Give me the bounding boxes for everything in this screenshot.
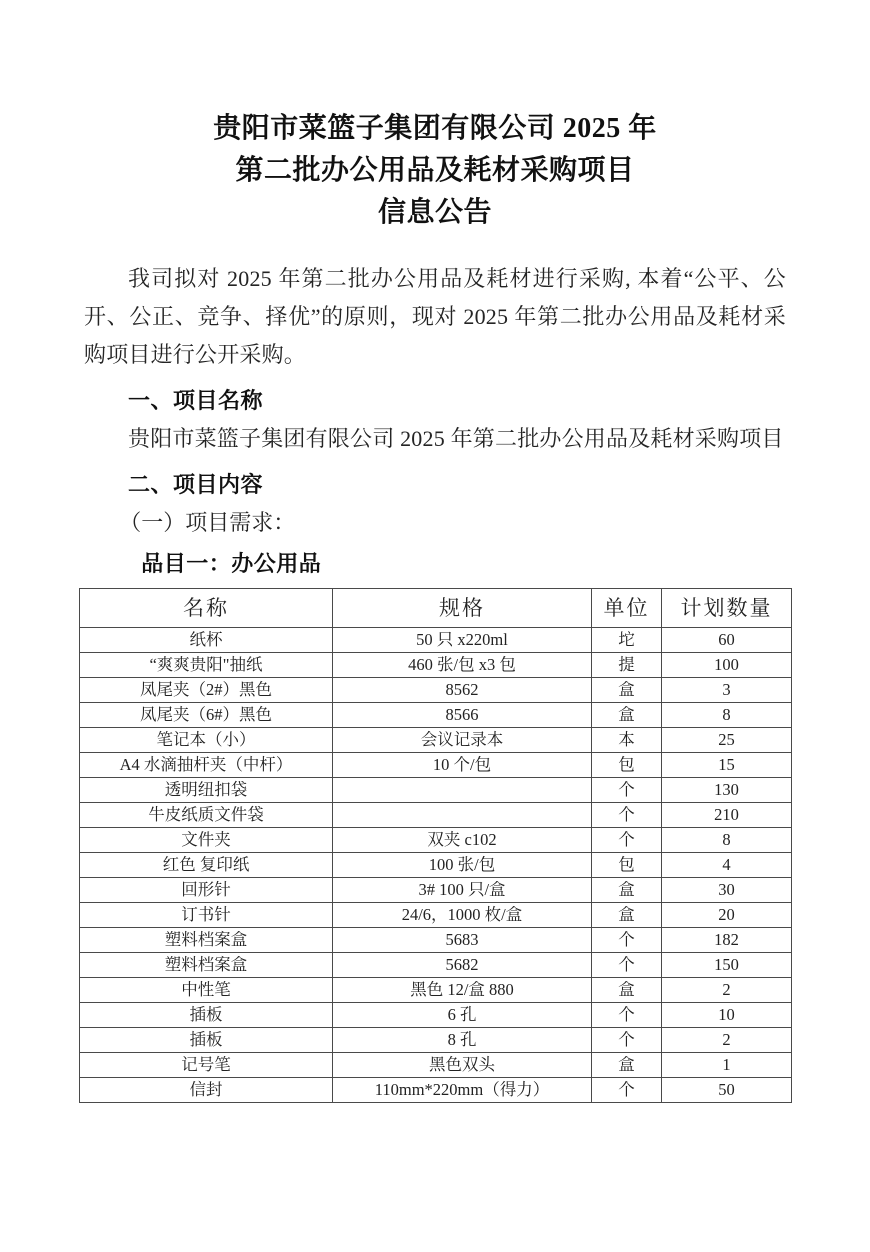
table-row bbox=[80, 678, 792, 703]
cell-name: 红色 复印纸 bbox=[80, 853, 333, 878]
cell-spec: 6 孔 bbox=[333, 1003, 592, 1028]
cell-qty: 60 bbox=[662, 628, 792, 653]
cell-qty: 25 bbox=[662, 728, 792, 753]
column-header-spec: 规格 bbox=[333, 589, 592, 628]
cell-name: 插板 bbox=[80, 1028, 333, 1053]
cell-spec: 50 只 x220ml bbox=[333, 628, 592, 653]
cell-spec: 10 个/包 bbox=[333, 753, 592, 778]
cell-name: 纸杯 bbox=[80, 628, 333, 653]
cell-unit: 盒 bbox=[592, 703, 662, 728]
cell-unit: 包 bbox=[592, 753, 662, 778]
cell-spec: 双夹 c102 bbox=[333, 828, 592, 853]
cell-spec: 460 张/包 x3 包 bbox=[333, 653, 592, 678]
cell-unit: 个 bbox=[592, 1028, 662, 1053]
table-row bbox=[80, 703, 792, 728]
cell-name: 透明纽扣袋 bbox=[80, 778, 333, 803]
cell-spec: 8566 bbox=[333, 703, 592, 728]
cell-spec: 黑色 12/盒 880 bbox=[333, 978, 592, 1003]
table-row bbox=[80, 1003, 792, 1028]
cell-unit: 个 bbox=[592, 953, 662, 978]
subsection-project-requirement: （一）项目需求： bbox=[119, 510, 296, 535]
column-header-name: 名称 bbox=[80, 589, 333, 628]
cell-qty: 182 bbox=[662, 928, 792, 953]
column-header-unit: 单位 bbox=[592, 589, 662, 628]
cell-name: 回形针 bbox=[80, 878, 333, 903]
cell-spec: 5683 bbox=[333, 928, 592, 953]
cell-qty: 8 bbox=[662, 703, 792, 728]
cell-spec: 会议记录本 bbox=[333, 728, 592, 753]
cell-name: 文件夹 bbox=[80, 828, 333, 853]
cell-qty: 2 bbox=[662, 1028, 792, 1053]
table-row bbox=[80, 1028, 792, 1053]
cell-qty: 2 bbox=[662, 978, 792, 1003]
cell-unit: 包 bbox=[592, 853, 662, 878]
cell-unit: 盒 bbox=[592, 678, 662, 703]
table-row bbox=[80, 628, 792, 653]
title-line-1: 贵阳市菜篮子集团有限公司 2025 年 bbox=[213, 113, 657, 144]
cell-spec: 3# 100 只/盒 bbox=[333, 878, 592, 903]
cell-unit: 提 bbox=[592, 653, 662, 678]
cell-unit: 个 bbox=[592, 928, 662, 953]
cell-qty: 150 bbox=[662, 953, 792, 978]
cell-unit: 盒 bbox=[592, 903, 662, 928]
document-body bbox=[84, 234, 786, 582]
cell-qty: 30 bbox=[662, 878, 792, 903]
cell-unit: 个 bbox=[592, 778, 662, 803]
cell-qty: 3 bbox=[662, 678, 792, 703]
cell-spec: 8 孔 bbox=[333, 1028, 592, 1053]
table-row bbox=[80, 753, 792, 778]
cell-spec: 5682 bbox=[333, 953, 592, 978]
cell-name: 记号笔 bbox=[80, 1053, 333, 1078]
cell-unit: 个 bbox=[592, 1003, 662, 1028]
cell-name: 凤尾夹（6#）黑色 bbox=[80, 703, 333, 728]
cell-spec bbox=[333, 803, 592, 828]
table-row bbox=[80, 728, 792, 753]
table-row bbox=[80, 878, 792, 903]
cell-spec: 110mm*220mm（得力） bbox=[333, 1078, 592, 1103]
intro-paragraph: 我司拟对 2025 年第二批办公用品及耗材进行采购, 本着“公平、公开、公正、竞争、择优”的原则，现对 2025 年第二批办公用品及耗材采购项目进行公开采购。 bbox=[84, 266, 786, 367]
cell-qty: 8 bbox=[662, 828, 792, 853]
cell-spec: 黑色双头 bbox=[333, 1053, 592, 1078]
cell-qty: 1 bbox=[662, 1053, 792, 1078]
cell-unit: 盒 bbox=[592, 1053, 662, 1078]
table-row bbox=[80, 1078, 792, 1103]
cell-qty: 50 bbox=[662, 1078, 792, 1103]
cell-name: 订书针 bbox=[80, 903, 333, 928]
cell-unit: 盒 bbox=[592, 978, 662, 1003]
cell-unit: 个 bbox=[592, 1078, 662, 1103]
title-line-3: 信息公告 bbox=[377, 197, 492, 228]
table-row bbox=[80, 828, 792, 853]
title-line-2: 第二批办公用品及耗材采购项目 bbox=[235, 155, 635, 186]
table-row bbox=[80, 803, 792, 828]
cell-unit: 坨 bbox=[592, 628, 662, 653]
table-body bbox=[80, 628, 792, 1103]
table-row bbox=[80, 953, 792, 978]
cell-qty: 130 bbox=[662, 778, 792, 803]
cell-unit: 个 bbox=[592, 803, 662, 828]
cell-name: 笔记本（小） bbox=[80, 728, 333, 753]
section-heading-project-content: 二、项目内容 bbox=[128, 472, 264, 497]
cell-spec: 8562 bbox=[333, 678, 592, 703]
cell-name: 信封 bbox=[80, 1078, 333, 1103]
cell-name: 塑料档案盒 bbox=[80, 953, 333, 978]
cell-qty: 15 bbox=[662, 753, 792, 778]
section-body-project-name: 贵阳市菜篮子集团有限公司 2025 年第二批办公用品及耗材采购项目 bbox=[128, 426, 784, 451]
cell-name: 插板 bbox=[80, 1003, 333, 1028]
table-row bbox=[80, 653, 792, 678]
table-row bbox=[80, 978, 792, 1003]
table-header-row bbox=[80, 589, 792, 628]
goods-table-container bbox=[79, 588, 791, 1103]
cell-name: 牛皮纸质文件袋 bbox=[80, 803, 333, 828]
cell-name: 中性笔 bbox=[80, 978, 333, 1003]
cell-qty: 210 bbox=[662, 803, 792, 828]
table-row bbox=[80, 778, 792, 803]
cell-qty: 100 bbox=[662, 653, 792, 678]
office-supplies-table bbox=[79, 588, 792, 1103]
table-head bbox=[80, 589, 792, 628]
cell-qty: 20 bbox=[662, 903, 792, 928]
page-title bbox=[0, 0, 870, 234]
cell-unit: 本 bbox=[592, 728, 662, 753]
cell-spec: 100 张/包 bbox=[333, 853, 592, 878]
column-header-qty: 计划数量 bbox=[662, 589, 792, 628]
cell-name: “爽爽贵阳"抽纸 bbox=[80, 653, 333, 678]
section-heading-project-name: 一、项目名称 bbox=[128, 388, 264, 413]
table-row bbox=[80, 928, 792, 953]
cell-spec bbox=[333, 778, 592, 803]
cell-name: 塑料档案盒 bbox=[80, 928, 333, 953]
table-row bbox=[80, 903, 792, 928]
table-row bbox=[80, 1053, 792, 1078]
cell-name: 凤尾夹（2#）黑色 bbox=[80, 678, 333, 703]
table-row bbox=[80, 853, 792, 878]
cell-name: A4 水滴抽杆夹（中杆） bbox=[80, 753, 333, 778]
cell-unit: 盒 bbox=[592, 878, 662, 903]
item-category-heading: 品目一：办公用品 bbox=[141, 551, 322, 576]
cell-spec: 24/6，1000 枚/盒 bbox=[333, 903, 592, 928]
cell-qty: 10 bbox=[662, 1003, 792, 1028]
cell-qty: 4 bbox=[662, 853, 792, 878]
cell-unit: 个 bbox=[592, 828, 662, 853]
